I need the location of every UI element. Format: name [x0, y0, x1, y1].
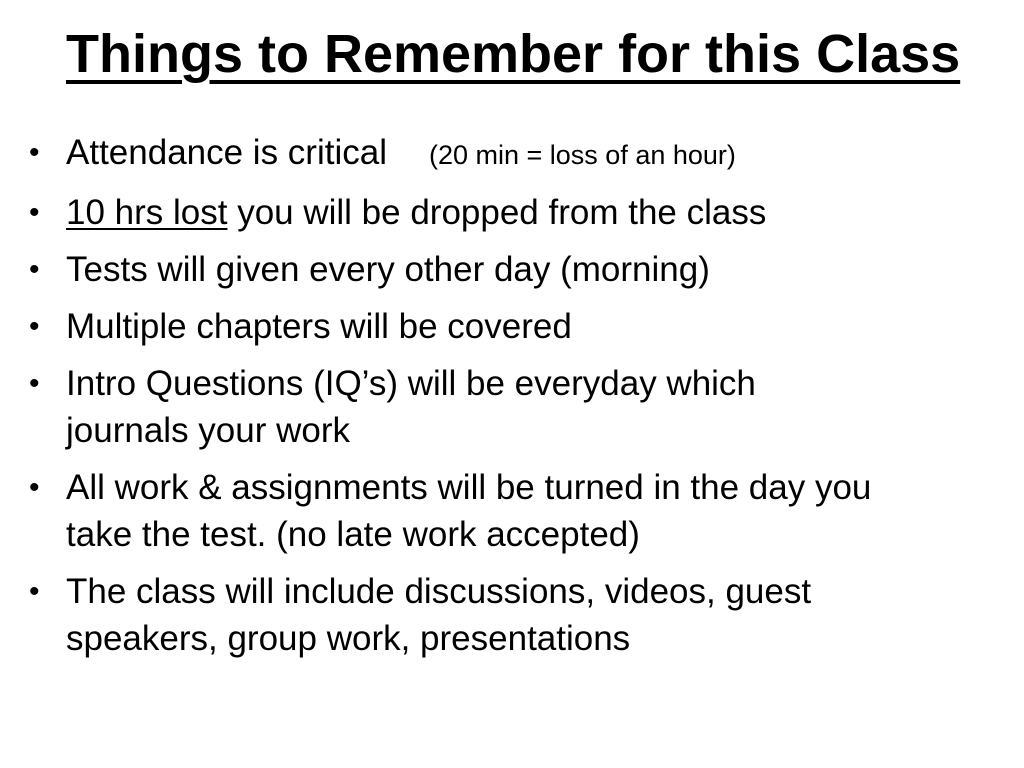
- bullet-dot-icon: •: [29, 575, 40, 608]
- bullet-assignments: [0, 464, 1000, 558]
- bullet-intro-questions: [0, 360, 1000, 454]
- bullet-text-line1: The class will include discussions, videos, guest: [66, 572, 812, 611]
- bullet-text-line1: All work & assignments will be turned in the day you: [66, 468, 872, 507]
- bullet-dot-icon: •: [29, 253, 40, 286]
- bullet-text: Multiple chapters will be covered: [66, 307, 572, 346]
- bullet-text: you will be dropped from the class: [227, 193, 767, 232]
- bullet-class-activities: [0, 568, 1000, 662]
- bullet-chapters: [0, 303, 1000, 350]
- bullet-attendance: [0, 129, 1000, 179]
- bullet-text-line2: journals your work: [66, 411, 350, 450]
- bullet-note: (20 min = loss of an hour): [428, 140, 736, 170]
- bullet-text-line2: speakers, group work, presentations: [66, 619, 631, 658]
- bullet-text-line1: Intro Questions (IQ’s) will be everyday which: [66, 364, 756, 403]
- slide-title: Things to Remember for this Class: [66, 24, 961, 84]
- bullet-hours-lost: [0, 189, 1000, 236]
- bullet-dot-icon: •: [29, 196, 40, 229]
- bullet-text-line2: take the test. (no late work accepted): [66, 515, 640, 554]
- bullet-underlined-text: 10 hrs lost: [66, 193, 228, 232]
- bullet-text: Tests will given every other day (morning): [66, 250, 710, 289]
- bullet-tests: [0, 246, 1000, 293]
- bullet-dot-icon: •: [29, 471, 40, 504]
- bullet-dot-icon: •: [29, 367, 40, 400]
- bullet-dot-icon: •: [29, 310, 40, 343]
- bullet-dot-icon: •: [29, 136, 40, 169]
- bullet-text: Attendance is critical: [66, 133, 387, 172]
- bullet-list: [0, 129, 1000, 672]
